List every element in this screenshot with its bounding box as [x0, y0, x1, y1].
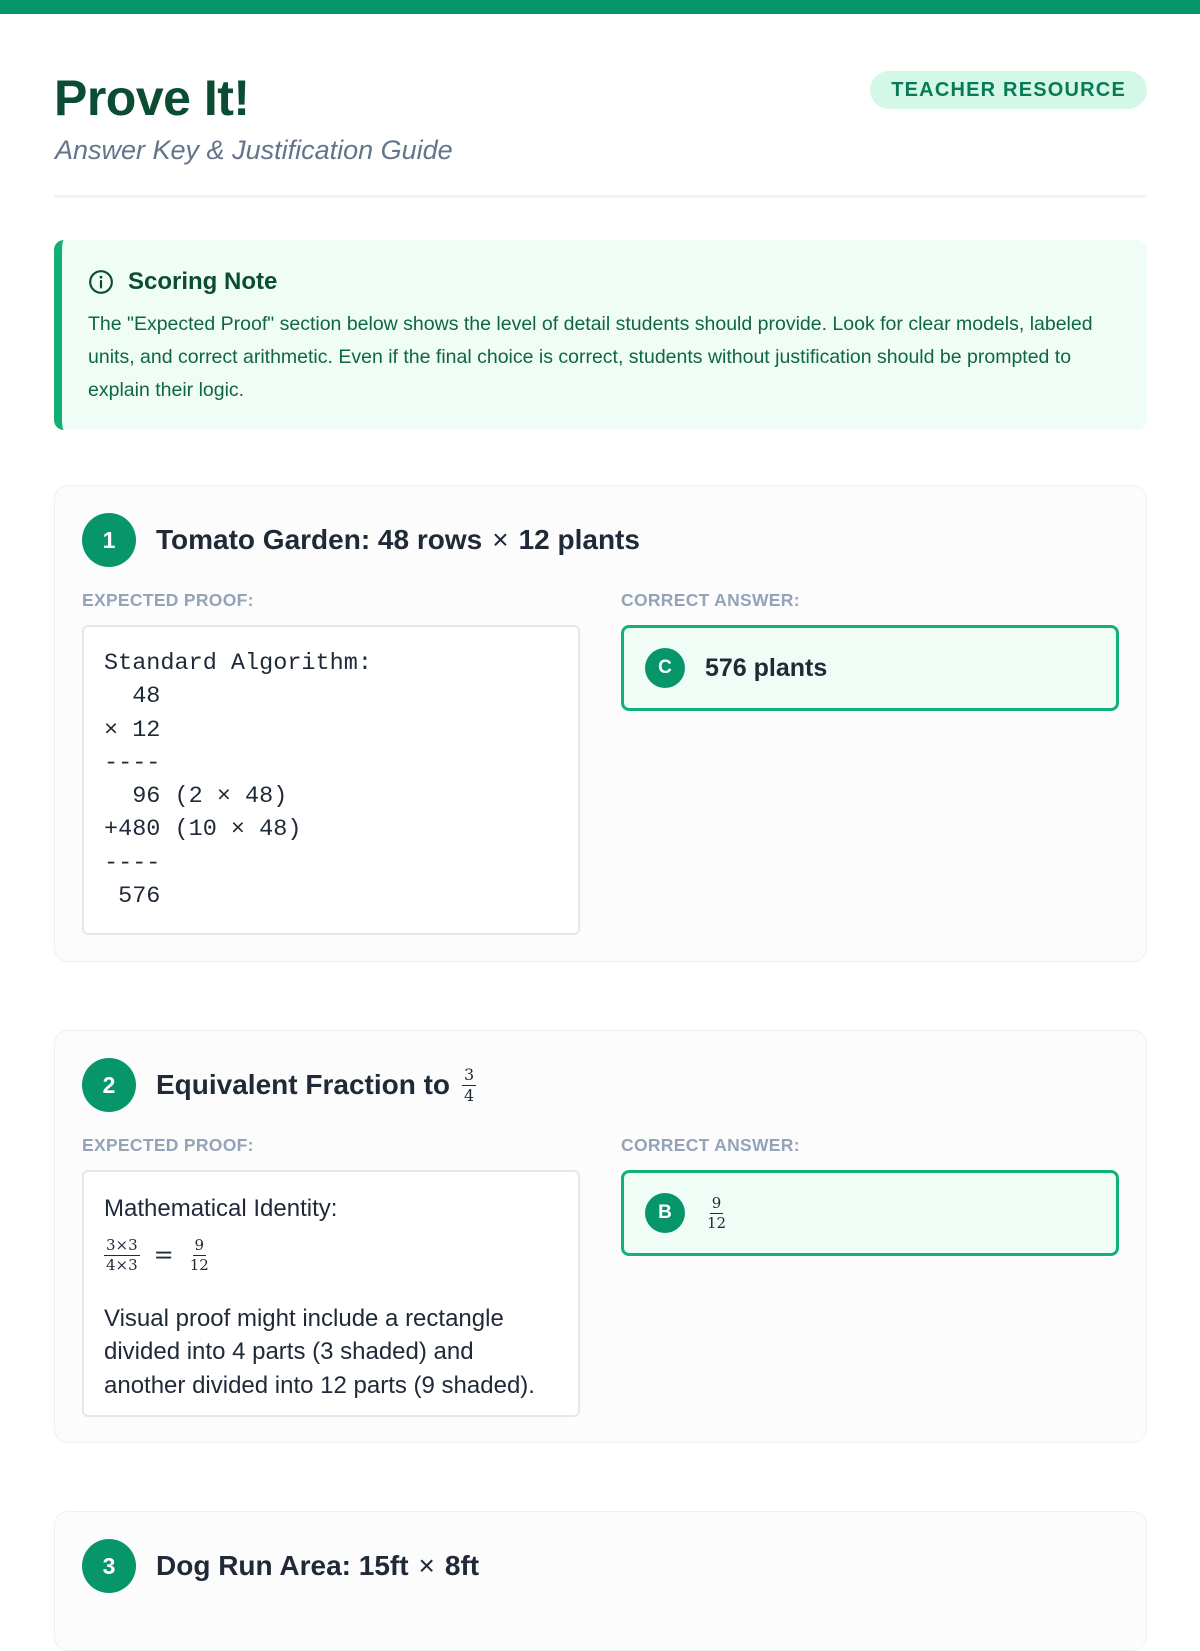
answer-fraction [705, 1193, 728, 1232]
correct-answer-label: CORRECT ANSWER: [621, 1135, 800, 1155]
scoring-note-text: The "Expected Proof" section below shows the level of detail students should provide. Look for clear models, labeled units, and correct arithmetic. Even if the final choice is correct, students without justification should be prompted to explain their logic. [88, 313, 1093, 401]
fraction-denominator: 12 [707, 1213, 727, 1232]
title-fraction [462, 1064, 476, 1105]
fraction-denominator: 4×3 [106, 1256, 138, 1274]
fraction-identity [104, 1234, 558, 1278]
fraction-denominator: 4 [464, 1085, 475, 1105]
question-header [82, 1058, 476, 1112]
question-title-text-end: 12 plants [518, 524, 640, 555]
fraction-numerator: 9 [194, 1236, 205, 1254]
equals-sign: = [153, 1240, 174, 1269]
scoring-note [54, 240, 1147, 430]
scoring-note-title: Scoring Note [128, 268, 278, 295]
question-title [156, 1064, 476, 1105]
answer-letter-badge: B [645, 1193, 685, 1233]
question-title-text: Equivalent Fraction to [156, 1069, 451, 1100]
expected-proof-label: EXPECTED PROOF: [82, 1135, 254, 1155]
teacher-resource-badge: TEACHER RESOURCE [870, 71, 1147, 109]
page-title: Prove It! [54, 70, 250, 126]
question-title [156, 524, 640, 556]
standard-algorithm-proof: Standard Algorithm: 48 × 12 ---- 96 (2 × 48) +480 (10 × 48) ---- 576 [104, 650, 372, 911]
question-title-text: Dog Run Area: 15ft [156, 1550, 409, 1581]
expected-proof-box [82, 625, 580, 935]
question-number-badge: 3 [82, 1539, 136, 1593]
answer-letter-badge: C [645, 648, 685, 688]
top-accent-bar [0, 0, 1200, 14]
correct-answer-label: CORRECT ANSWER: [621, 590, 800, 610]
question-header [82, 1539, 479, 1593]
question-card-1 [54, 485, 1147, 962]
correct-answer-box [621, 625, 1119, 711]
identity-right-fraction [188, 1238, 211, 1273]
fraction-numerator: 9 [711, 1193, 722, 1212]
identity-left-fraction [104, 1238, 140, 1273]
page-subtitle: Answer Key & Justification Guide [55, 135, 453, 165]
question-number-badge: 1 [82, 513, 136, 567]
fraction-denominator: 12 [189, 1256, 209, 1274]
page-header [54, 66, 1147, 198]
info-icon [88, 269, 114, 295]
answer-text: 576 plants [705, 653, 828, 682]
expected-proof-box [82, 1170, 580, 1417]
question-header [82, 513, 640, 567]
fraction-numerator: 3×3 [106, 1236, 138, 1254]
scoring-note-header [88, 264, 1121, 300]
times-sign: × [418, 1550, 435, 1581]
question-title-text-end: 8ft [444, 1550, 480, 1581]
proof-content [84, 1172, 578, 1402]
proof-heading: Mathematical Identity: [104, 1195, 338, 1222]
question-card-2 [54, 1030, 1147, 1443]
question-number-badge: 2 [82, 1058, 136, 1112]
times-sign: × [492, 524, 509, 555]
question-title-text: Tomato Garden: 48 rows [156, 524, 483, 555]
expected-proof-label: EXPECTED PROOF: [82, 590, 254, 610]
question-title [156, 1550, 479, 1582]
correct-answer-box [621, 1170, 1119, 1256]
visual-proof-text: Visual proof might include a rectangle divided into 4 parts (3 shaded) and another divided into 12 parts (9 shaded). [104, 1304, 535, 1399]
fraction-numerator: 3 [464, 1064, 475, 1084]
question-card-3 [54, 1511, 1147, 1651]
